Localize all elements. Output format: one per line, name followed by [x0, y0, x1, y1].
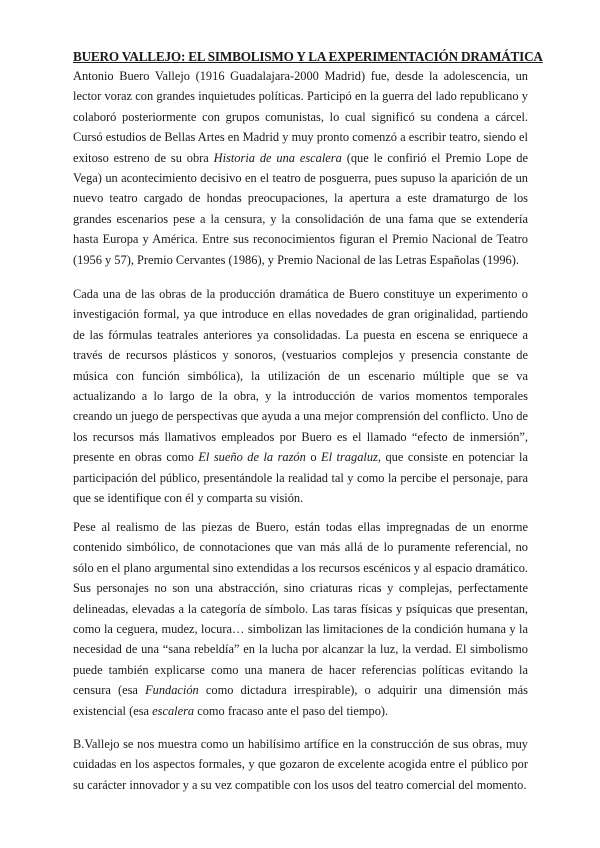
text-run: o [305, 450, 322, 465]
document-title: BUERO VALLEJO: EL SIMBOLISMO Y LA EXPERIMENTACIÓN DRAMÁTICA [73, 49, 543, 64]
text-run: Antonio Buero Vallejo (1916 Guadalajara-2000 Madrid) fue, desde la adolescencia, un lector voraz con grandes inquietudes políticas. Participó en la guerra del lado republicano y colaboró posteriormente con grupos comunistas, lo cual significó su condena a cárcel. Cursó estudios de Bellas Artes en Madrid y muy pronto comenzó a escribir teatro, siendo el exitoso estreno de su obra [73, 69, 528, 165]
paragraph-conclusion: B.Vallejo se nos muestra como un habilísimo artífice en la construcción de sus obras, muy cuidadas en los aspectos formales, y que gozaron de excelente acogida entre el público por su carácter innovador y a su vez compatible con los usos del teatro comercial del momento. [73, 737, 528, 792]
work-title-italic: Historia de una escalera [213, 150, 342, 165]
paragraph-experimentation [73, 284, 528, 508]
work-title-italic: Fundación [145, 683, 199, 698]
text-run: como dictadura irrespirable), o adquirir una dimensión más existencial (esa [73, 683, 528, 718]
paragraph-biography [73, 66, 528, 270]
paragraph-symbolism [73, 517, 528, 721]
work-title-italic: El sueño de la razón [198, 450, 306, 465]
text-run: , que consiste en potenciar la participación del público, presentándole la realidad tal y como la percibe el personaje, para que se identifique con él y comparta su visión. [73, 450, 528, 506]
text-run: como fracaso ante el paso del tiempo). [194, 703, 389, 718]
work-title-italic: El tragaluz [321, 450, 378, 465]
work-title-italic: escalera [152, 703, 195, 718]
text-run: Cada una de las obras de la producción dramática de Buero constituye un experimento o investigación formal, ya que introduce en ellas novedades de gran originalidad, partiendo de las fórmulas teatrales anteriores ya consolidadas. La puesta en escena se enriquece a través de recursos plásticos y sonoros, (vestuarios complejos y presencia constante de música con función simbólica), la utilización de un escenario múltiple que se va actualizando a lo largo de la obra, y la introducción de varios momentos temporales creando un juego de perspectivas que ayuda a una mejor comprensión del conflicto. Uno de los recursos más llamativos empleados por Buero es el llamado “efecto de inmersión”, presente en obras como [73, 287, 528, 465]
text-run: Pese al realismo de las piezas de Buero, están todas ellas impregnadas de un enorme contenido simbólico, de connotaciones que van más allá de lo puramente referencial, no sólo en el plano argumental sino extendidas a los recursos escénicos y al espacio dramático. Sus personajes no son una abstracción, sino criaturas ricas y complejas, perfectamente delineadas, elevadas a la categoría de símbolo. Las taras físicas y psíquicas que presentan, como la ceguera, mudez, locura… simbolizan las limitaciones de la condición humana y la necesidad de una “sana rebeldía” en la lucha por alcanzar la luz, la verdad. El simbolismo puede también explicarse como una manera de hacer referencias políticas evitando la censura (esa [73, 520, 528, 698]
text-run: (que le confirió el Premio Lope de Vega) un acontecimiento decisivo en el teatro de posguerra, pues supuso la aparición de un nuevo teatro cargado de hondas preocupaciones, la apertura a este dramaturgo de los grandes escenarios pese a la censura, y la consolidación de una fama que se extendería hasta Europa y América. Entre sus reconocimientos figuran el Premio Nacional de Teatro (1956 y 57), Premio Cervantes (1986), y Premio Nacional de las Letras Españolas (1996). [73, 150, 528, 267]
